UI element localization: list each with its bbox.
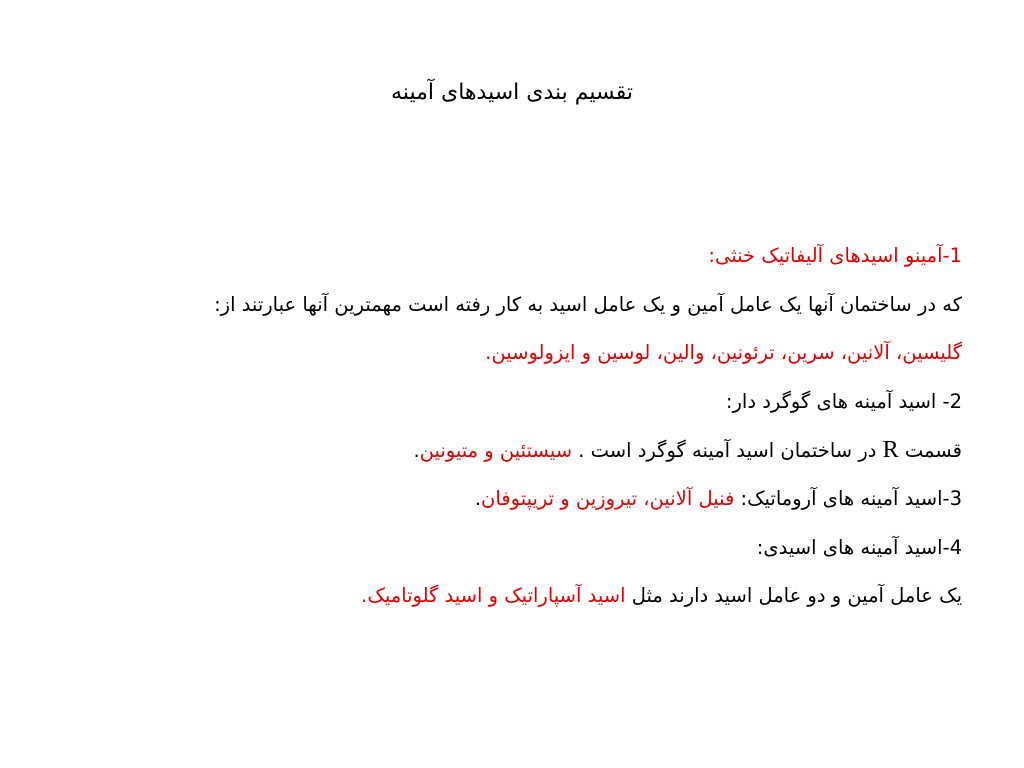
section-2-description <box>62 430 962 479</box>
section-4-heading: 4-اسید آمینه های اسیدی: <box>756 535 962 559</box>
section-4-examples: اسید آسپاراتیک و اسید گلوتامیک <box>367 584 626 608</box>
section-2-desc-pre: قسمت <box>904 439 962 463</box>
slide-title: تقسیم بندی اسیدهای آمینه <box>391 80 633 105</box>
r-group-letter: R <box>882 437 899 464</box>
section-1-description: که در ساختمان آنها یک عامل آمین و یک عامل اسید به کار رفته است مهمترین آنها عبارتند از: <box>214 292 962 316</box>
section-3-heading: 3-اسید آمینه های آروماتیک: <box>740 486 962 510</box>
section-4-desc-text: یک عامل آمین و دو عامل اسید دارند مثل <box>631 584 962 608</box>
section-3-examples: فنیل آلانین، تیروزین و تریپتوفان <box>481 486 735 510</box>
period: . <box>474 486 482 510</box>
section-4-description <box>62 576 962 625</box>
section-2-heading: 2- اسید آمینه های گوگرد دار: <box>725 389 962 413</box>
period: . <box>485 341 492 365</box>
section-1-examples <box>62 333 962 382</box>
slide-content <box>62 236 962 625</box>
section-2-desc-post: در ساختمان اسید آمینه گوگرد است . <box>578 439 877 463</box>
section-1-examples-text: گلیسین، آلانین، سرین، ترئونین، والین، لوسین و ایزولوسین <box>491 341 962 365</box>
period: . <box>361 584 368 608</box>
section-2-examples: سیستئین و متیونین <box>419 439 573 463</box>
period: . <box>413 439 420 463</box>
section-1-heading: 1-آمینو اسیدهای آلیفاتیک خنثی: <box>708 244 962 267</box>
section-3-line <box>62 479 962 528</box>
